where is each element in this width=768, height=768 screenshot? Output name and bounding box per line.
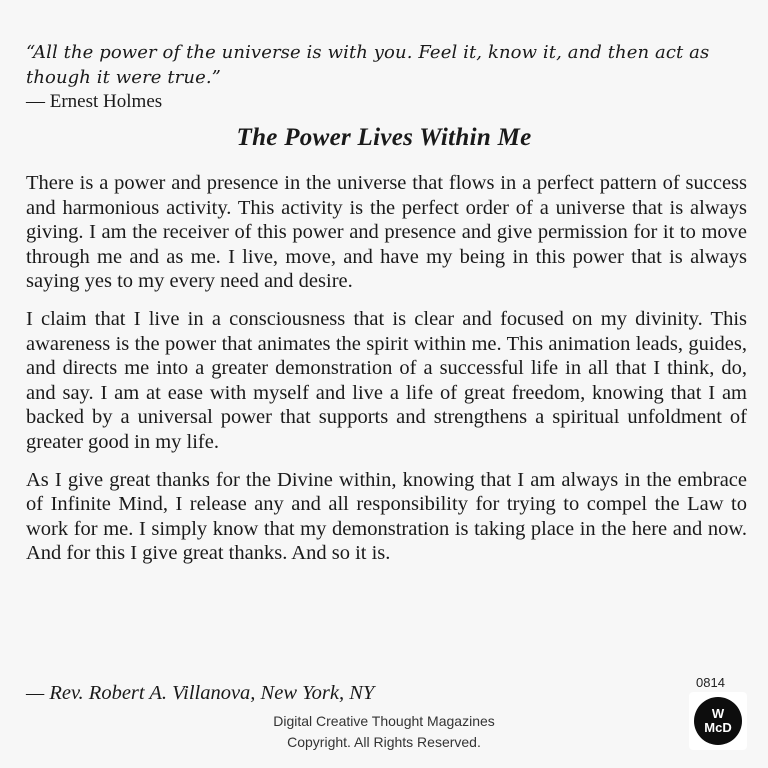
paragraph-2: I claim that I live in a consciousness that is clear and focused on my divinity. This awareness is the power that animates the spirit within me. This animation leads, guides, and directs me into a greater demonstration of a successful life in all that I think, do, and say. I am at ease with myself and live a life of great freedom, knowing that I am backed by a universal power that supports and strengthens a spiritual unfoldment of greater good in my life. bbox=[26, 307, 747, 453]
logo-badge bbox=[694, 697, 742, 745]
wmcd-logo bbox=[689, 692, 747, 750]
logo-line-2: McD bbox=[704, 720, 732, 735]
issue-code: 0814 bbox=[696, 675, 725, 690]
logo-line-1: W bbox=[711, 706, 725, 721]
opening-quote bbox=[26, 40, 746, 114]
footer-publisher: Digital Creative Thought Magazines bbox=[273, 713, 495, 729]
footer-copyright: Copyright. All Rights Reserved. bbox=[287, 734, 481, 750]
body-text bbox=[26, 171, 747, 579]
paragraph-1: There is a power and presence in the universe that flows in a perfect pattern of success and harmonious activity. This activity is the perfect order of a universe that is always giving. I am the receiver of this power and presence and give permission for it to move through me and as me. I live, move, and have my being in this power that is always saying yes to my every need and desire. bbox=[26, 172, 747, 293]
footer bbox=[0, 711, 768, 753]
signature: — Rev. Robert A. Villanova, New York, NY bbox=[26, 682, 375, 704]
paragraph-3: As I give great thanks for the Divine within, knowing that I am always in the embrace of Infinite Mind, I release any and all responsibility for trying to compel the Law to work for me. I simply know that my demonstration is taking place in the here and now. And for this I give great thanks. And so it is. bbox=[26, 468, 747, 565]
page-title: The Power Lives Within Me bbox=[236, 124, 532, 151]
quote-author: — Ernest Holmes bbox=[26, 91, 163, 112]
quote-text: “All the power of the universe is with you. Feel it, know it, and then act as though it were true.” bbox=[26, 42, 710, 88]
